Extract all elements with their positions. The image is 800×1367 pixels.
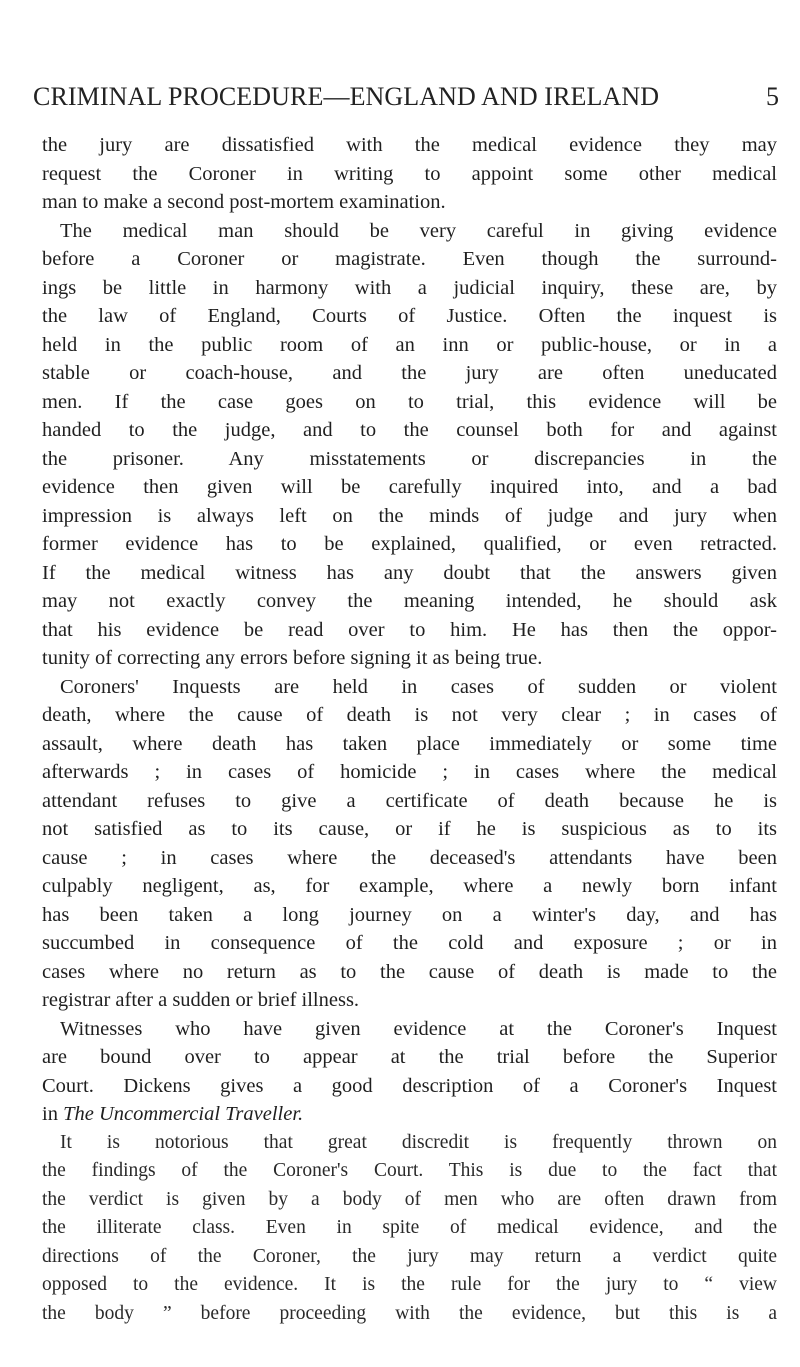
text-line bbox=[42, 1100, 777, 1129]
text-line: attendant refuses to give a certificate of death because he is bbox=[42, 789, 777, 812]
text-line: the findings of the Coroner's Court. This is due to the fact that bbox=[42, 1160, 777, 1181]
text-fragment: in bbox=[42, 1103, 58, 1125]
text-line: cause ; in cases where the deceased's attendants have been bbox=[42, 846, 777, 869]
text-line: afterwards ; in cases of homicide ; in cases where the medical bbox=[42, 761, 777, 783]
text-line: directions of the Coroner, the jury may return a verdict quite bbox=[42, 1245, 777, 1267]
running-title: CRIMINAL PROCEDURE—ENGLAND AND IRELAND bbox=[33, 82, 660, 111]
text-line: impression is always left on the minds of judge and jury when bbox=[42, 504, 777, 527]
text-line: culpably negligent, as, for example, where a newly born infant bbox=[42, 875, 777, 897]
page-number: 5 bbox=[766, 82, 779, 111]
text-line: the body ” before proceeding with the evidence, but this is a bbox=[42, 1302, 777, 1324]
text-line: the law of England, Courts of Justice. Often the inquest is bbox=[42, 305, 777, 327]
text-line: If the medical witness has any doubt that the answers given bbox=[42, 561, 777, 584]
text-line: that his evidence be read over to him. He has then the oppor- bbox=[42, 618, 777, 641]
text-line: registrar after a sudden or brief illness. bbox=[42, 989, 360, 1011]
text-line: Witnesses who have given evidence at the Coroner's Inquest bbox=[60, 1017, 777, 1040]
text-line: It is notorious that great discredit is frequently thrown on bbox=[60, 1131, 777, 1153]
text-line: not satisfied as to its cause, or if he is suspicious as to its bbox=[42, 818, 777, 840]
text-line: Court. Dickens gives a good description of a Coroner's Inquest bbox=[42, 1074, 777, 1097]
text-line: the verdict is given by a body of men who are often drawn from bbox=[42, 1188, 777, 1210]
text-line: assault, where death has taken place immediately or some time bbox=[42, 732, 777, 755]
text-line: request the Coroner in writing to appoint some other medical bbox=[42, 162, 777, 185]
text-line: handed to the judge, and to the counsel both for and against bbox=[42, 419, 777, 441]
text-line: cases where no return as to the cause of death is made to the bbox=[42, 960, 777, 983]
text-line: tunity of correcting any errors before signing it as being true. bbox=[42, 647, 543, 669]
small-type-block bbox=[42, 1129, 777, 1329]
text-line: the jury are dissatisfied with the medical evidence they may bbox=[42, 134, 777, 156]
text-line: stable or coach-house, and the jury are often uneducated bbox=[42, 362, 777, 384]
text-line: the illiterate class. Even in spite of medical evidence, and the bbox=[42, 1217, 777, 1238]
text-line: former evidence has to be explained, qualified, or even retracted. bbox=[42, 533, 777, 555]
text-line: has been taken a long journey on a winter's day, and has bbox=[42, 903, 777, 926]
text-line: may not exactly convey the meaning intended, he should ask bbox=[42, 590, 777, 612]
text-line: opposed to the evidence. It is the rule for the jury to “ view bbox=[42, 1274, 777, 1295]
text-line: evidence then given will be carefully inquired into, and a bad bbox=[42, 476, 777, 498]
text-line: death, where the cause of death is not very clear ; in cases of bbox=[42, 704, 777, 726]
text-line: succumbed in consequence of the cold and exposure ; or in bbox=[42, 932, 777, 954]
text-line: the prisoner. Any misstatements or discrepancies in the bbox=[42, 447, 777, 470]
text-line: Coroners' Inquests are held in cases of sudden or violent bbox=[60, 675, 777, 698]
text-line: ings be little in harmony with a judicial inquiry, these are, by bbox=[42, 276, 777, 299]
body-text bbox=[42, 131, 777, 1328]
text-line: The medical man should be very careful in giving evidence bbox=[60, 219, 777, 242]
running-head bbox=[33, 82, 783, 122]
text-line: man to make a second post-mortem examination. bbox=[42, 191, 446, 213]
text-line: held in the public room of an inn or public-house, or in a bbox=[42, 333, 777, 356]
text-line: are bound over to appear at the trial before the Superior bbox=[42, 1046, 777, 1068]
text-line: men. If the case goes on to trial, this evidence will be bbox=[42, 390, 777, 413]
book-title: The Uncommercial Traveller. bbox=[63, 1103, 304, 1125]
text-line: before a Coroner or magistrate. Even though the surround- bbox=[42, 248, 777, 270]
